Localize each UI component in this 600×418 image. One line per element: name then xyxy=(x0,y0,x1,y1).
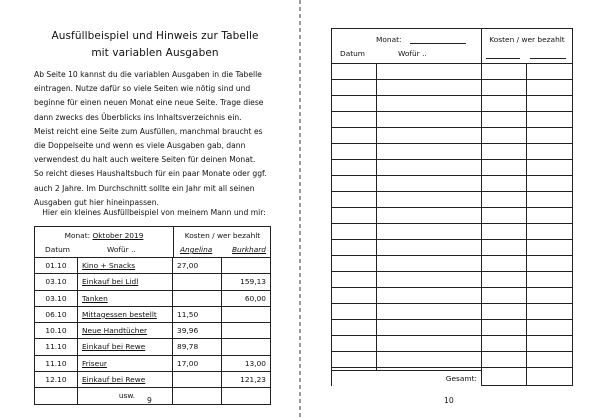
row-date xyxy=(35,388,78,403)
row-amount-person-2 xyxy=(222,339,270,354)
person-1-fill-line xyxy=(486,58,520,59)
row-purpose: Einkauf bei Rewe xyxy=(78,372,173,387)
month-fill-line xyxy=(410,43,466,44)
paragraph-3: So reicht dieses Haushaltsbuch für ein paar Monate oder ggf. auch 2 Jahre. Im Durchschnitt sollte ein Jahr mit all seinen Ausgaben gut hier hineinpassen. xyxy=(34,169,267,207)
blank-table-row[interactable] xyxy=(332,272,572,288)
row-date: 12.10 xyxy=(35,372,78,387)
blank-table-row[interactable] xyxy=(332,352,572,368)
row-amount-person-1: 17,00 xyxy=(173,356,222,371)
total-label: Gesamt: xyxy=(332,370,481,386)
row-amount-person-1 xyxy=(173,388,222,403)
blank-table-row[interactable] xyxy=(332,128,572,144)
row-amount-person-1 xyxy=(173,274,222,289)
example-table-header xyxy=(35,227,270,258)
blank-table-row[interactable] xyxy=(332,64,572,80)
blank-table-row[interactable] xyxy=(332,224,572,240)
row-purpose: Kino + Snacks xyxy=(78,258,173,273)
blank-table-row[interactable] xyxy=(332,192,572,208)
blank-table-row[interactable] xyxy=(332,208,572,224)
blank-table-row[interactable] xyxy=(332,80,572,96)
page-number: 9 xyxy=(147,396,152,405)
page-number: 10 xyxy=(444,396,454,405)
purpose-column-header: Wofür .. xyxy=(398,49,427,58)
table-row xyxy=(35,323,270,339)
row-amount-person-2 xyxy=(222,388,270,403)
blank-table-row[interactable] xyxy=(332,336,572,352)
row-date: 10.10 xyxy=(35,323,78,338)
title-line-1: Ausfüllbeispiel und Hinweis zur Tabelle xyxy=(51,30,259,42)
date-column-header: Datum xyxy=(45,245,71,254)
row-amount-person-1: 39,96 xyxy=(173,323,222,338)
row-purpose: Neue Handtücher xyxy=(78,323,173,338)
row-purpose: Einkauf bei Rewe xyxy=(78,339,173,354)
table-row xyxy=(35,388,270,403)
row-purpose: usw. xyxy=(78,388,173,403)
blank-table-row[interactable] xyxy=(332,176,572,192)
row-amount-person-2 xyxy=(222,323,270,338)
page-title xyxy=(30,28,280,62)
example-expense-table xyxy=(34,226,271,405)
cost-header: Kosten / wer bezahlt xyxy=(489,35,565,44)
table-row xyxy=(35,356,270,372)
row-amount-person-1 xyxy=(173,372,222,387)
paragraph-1: Ab Seite 10 kannst du die variablen Ausgaben in die Tabelle eintragen. Nutze dafür so viele Seiten wie nötig sind und beginne für einen neuen Monat eine neue Seite. Trage diese dann zwecks des Überblicks ins Inhaltsverzeichnis ein. xyxy=(34,70,264,122)
row-date: 11.10 xyxy=(35,356,78,371)
blank-table-header xyxy=(332,29,572,64)
row-amount-person-1: 11,50 xyxy=(173,307,222,322)
table-row xyxy=(35,372,270,388)
row-amount-person-2: 13,00 xyxy=(244,358,266,368)
row-amount-person-1: 27,00 xyxy=(173,258,222,273)
row-purpose: Tanken xyxy=(78,291,173,306)
blank-table-row[interactable] xyxy=(332,96,572,112)
month-header xyxy=(35,231,173,240)
month-label: Monat: xyxy=(376,35,402,44)
row-amount-person-2 xyxy=(222,307,270,322)
row-date: 11.10 xyxy=(35,339,78,354)
instructions-text xyxy=(34,68,274,210)
example-caption: Hier ein kleines Ausfüllbeispiel von meinem Mann und mir: xyxy=(42,208,266,217)
blank-table-row[interactable] xyxy=(332,160,572,176)
left-page xyxy=(0,0,299,418)
table-row xyxy=(35,291,270,307)
row-amount-person-2: 121,23 xyxy=(240,375,266,385)
row-amount-person-2: 60,00 xyxy=(244,293,266,303)
row-amount-person-1 xyxy=(173,291,222,306)
person-2-fill-line xyxy=(530,58,566,59)
row-purpose: Einkauf bei Lidl xyxy=(78,274,173,289)
blank-table-row[interactable] xyxy=(332,240,572,256)
row-amount-person-2: 159,13 xyxy=(240,277,266,287)
blank-table-row[interactable] xyxy=(332,144,572,160)
blank-table-row[interactable] xyxy=(332,112,572,128)
row-date: 03.10 xyxy=(35,291,78,306)
month-value: Oktober 2019 xyxy=(92,231,144,240)
cost-header: Kosten / wer bezahlt xyxy=(184,231,261,240)
table-row xyxy=(35,339,270,355)
blank-table-body xyxy=(332,64,572,386)
date-column-header: Datum xyxy=(340,49,366,58)
row-amount-person-2 xyxy=(222,258,270,273)
blank-table-row[interactable] xyxy=(332,320,572,336)
purpose-column-header: Wofür .. xyxy=(107,245,136,254)
blank-table-row[interactable] xyxy=(332,256,572,272)
row-date: 06.10 xyxy=(35,307,78,322)
row-date: 01.10 xyxy=(35,258,78,273)
table-row xyxy=(35,258,270,274)
person-1-header: Angelina xyxy=(180,245,213,254)
blank-table-row[interactable] xyxy=(332,304,572,320)
row-date: 03.10 xyxy=(35,274,78,289)
blank-table-row[interactable] xyxy=(332,288,572,304)
paragraph-2: Meist reicht eine Seite zum Ausfüllen, manchmal braucht es die Doppelseite und wenn es viele Ausgaben gab, dann verwendest du halt auch weitere Seiten für deinen Monat. xyxy=(34,126,263,165)
month-label: Monat: xyxy=(64,231,91,240)
blank-expense-table xyxy=(331,28,573,386)
right-page xyxy=(301,0,600,418)
row-purpose: Friseur xyxy=(78,356,173,371)
person-2-header: Burkhard xyxy=(231,245,266,254)
table-row xyxy=(35,307,270,323)
row-purpose: Mittagessen bestellt xyxy=(78,307,173,322)
title-line-2: mit variablen Ausgaben xyxy=(91,47,219,59)
row-amount-person-1: 89,78 xyxy=(173,339,222,354)
table-row xyxy=(35,274,270,290)
